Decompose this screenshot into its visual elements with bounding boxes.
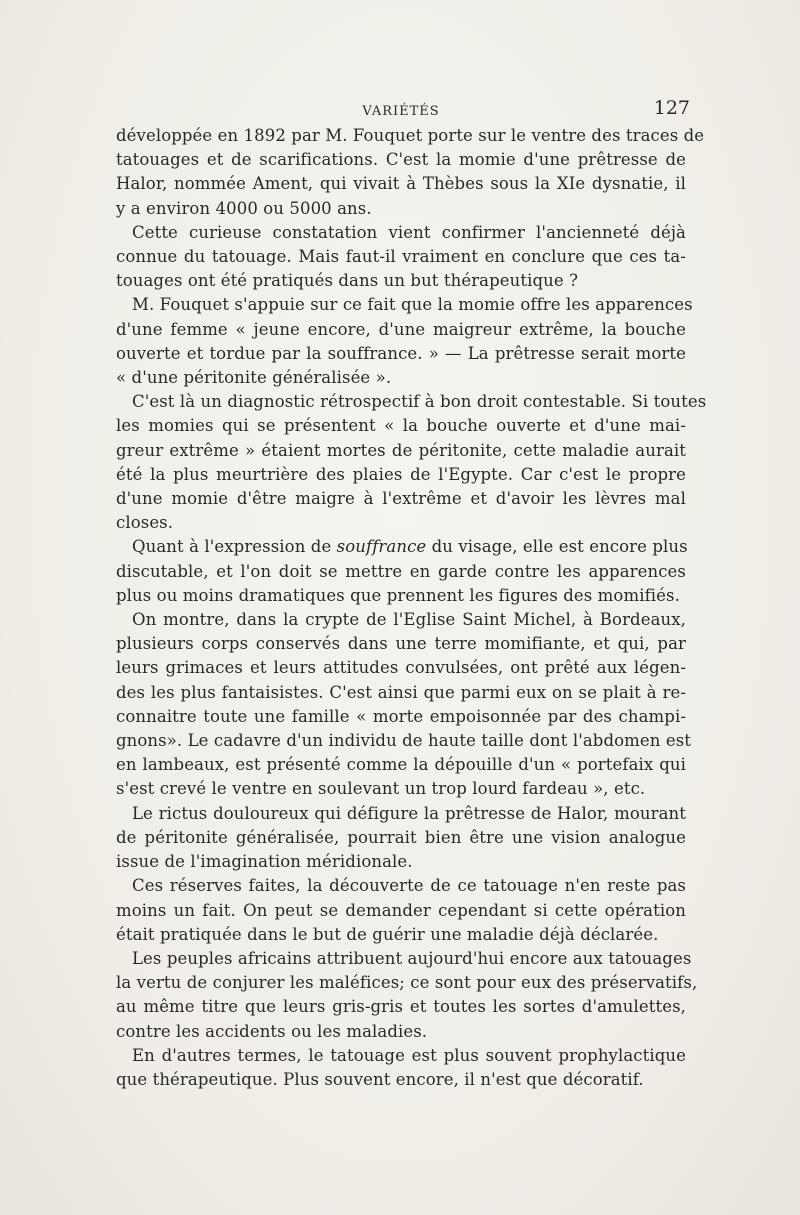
running-title: VARIÉTÉS: [362, 104, 440, 119]
paragraph: [116, 221, 686, 294]
text-line: au même titre que leurs gris-gris et toutes les sortes d'amulettes,: [116, 997, 686, 1017]
text-line: Le rictus douloureux qui défigure la prêtresse de Halor, mourant: [132, 803, 686, 823]
text-line: la vertu de conjurer les maléfices; ce sont pour eux des préservatifs,: [116, 973, 698, 993]
paragraph: [116, 947, 698, 1044]
paragraph: [116, 874, 686, 947]
text-line: de péritonite généralisée, pourrait bien être une vision analogue: [116, 827, 686, 847]
text-line: d'une femme « jeune encore, d'une maigreur extrême, la bouche: [116, 319, 686, 339]
text-line: touages ont été pratiqués dans un but thérapeutique ?: [116, 271, 579, 291]
text-line: Ces réserves faites, la découverte de ce tatouage n'en reste pas: [132, 876, 686, 896]
text-line: Les peuples africains attribuent aujourd'hui encore aux tatouages: [132, 948, 692, 968]
text-line: gnons». Le cadavre d'un individu de haute taille dont l'abdomen est: [116, 731, 691, 751]
paragraph: [116, 802, 686, 875]
text-line: greur extrême » étaient mortes de péritonite, cette maladie aurait: [116, 440, 686, 460]
paragraph: [116, 608, 691, 802]
text-line: moins un fait. On peut se demander cependant si cette opération: [116, 900, 686, 920]
text-line: que thérapeutique. Plus souvent encore, il n'est que décoratif.: [116, 1069, 644, 1089]
text-line: connue du tatouage. Mais faut-il vraiment en conclure que ces ta-: [116, 247, 686, 267]
text-line: y a environ 4000 ou 5000 ans.: [116, 198, 372, 218]
text-line: leurs grimaces et leurs attitudes convulsées, ont prêté aux légen-: [116, 658, 686, 678]
text-line: développée en 1892 par M. Fouquet porte sur le ventre des traces de: [116, 126, 705, 145]
text-line: plus ou moins dramatiques que prennent les figures des momifiés.: [116, 585, 680, 605]
text-line: tatouages et de scarifications. C'est la momie d'une prêtresse de: [116, 150, 686, 170]
text-line: closes.: [116, 513, 174, 533]
text-line: discutable, et l'on doit se mettre en garde contre les apparences: [116, 561, 686, 581]
text-line: issue de l'imagination méridionale.: [116, 852, 413, 872]
text-line: Quant à l'expression de souffrance du visage, elle est encore plus: [132, 537, 688, 557]
text-line: Cette curieuse constatation vient confirmer l'ancienneté déjà: [132, 222, 686, 242]
body-text: [116, 124, 707, 1092]
text-line: était pratiquée dans le but de guérir une maladie déjà déclarée.: [116, 924, 659, 944]
text-line: s'est crevé le ventre en soulevant un trop lourd fardeau », etc.: [116, 779, 646, 799]
page-number: 127: [653, 97, 690, 119]
text-line: En d'autres termes, le tatouage est plus souvent prophylactique: [132, 1045, 686, 1065]
emphasis: souffrance: [336, 537, 427, 557]
text-line: été la plus meurtrière des plaies de l'Egypte. Car c'est le propre: [116, 464, 686, 484]
page-text-block: [116, 96, 707, 1092]
text-line: Halor, nommée Ament, qui vivait à Thèbes sous la XIe dysnatie, il: [116, 174, 686, 194]
text-line: d'une momie d'être maigre à l'extrême et d'avoir les lèvres mal: [116, 489, 686, 509]
text-line: C'est là un diagnostic rétrospectif à bon droit contestable. Si toutes: [132, 392, 707, 412]
paragraph: [116, 535, 686, 608]
text-line: plusieurs corps conservés dans une terre momifiante, et qui, par: [116, 634, 686, 654]
text-line: M. Fouquet s'appuie sur ce fait que la momie offre les apparences: [132, 295, 693, 315]
text-line: « d'une péritonite généralisée ».: [116, 368, 392, 388]
text-line: des les plus fantaisistes. C'est ainsi que parmi eux on se plait à re-: [116, 682, 686, 702]
paragraph: [116, 124, 705, 221]
text-line: les momies qui se présentent « la bouche ouverte et d'une mai-: [116, 416, 686, 436]
text-line: contre les accidents ou les maladies.: [116, 1021, 428, 1041]
text-line: connaitre toute une famille « morte empoisonnée par des champi-: [116, 706, 686, 726]
paragraph: [116, 390, 707, 535]
text-line: On montre, dans la crypte de l'Eglise Saint Michel, à Bordeaux,: [132, 610, 686, 630]
paragraph: [116, 1044, 686, 1092]
running-header: [116, 96, 690, 122]
paragraph: [116, 293, 693, 390]
text-line: ouverte et tordue par la souffrance. » — La prêtresse serait morte: [116, 343, 686, 363]
text-line: en lambeaux, est présenté comme la dépouille d'un « portefaix qui: [116, 755, 686, 775]
